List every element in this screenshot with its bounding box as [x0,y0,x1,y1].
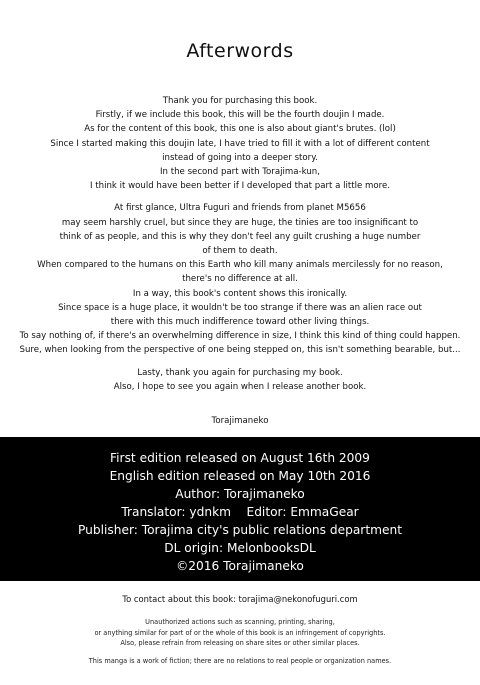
body-line: think of as people, and this is why they don't feel any guilt crushing a huge number [59,231,421,242]
page-title: Afterwords [186,40,294,62]
body-line: Lasty, thank you again for purchasing my book. [137,367,343,378]
body-line: instead of going into a deeper story. [162,152,318,163]
body-line: Also, I hope to see you again when I release another book. [113,381,367,392]
credit-first-edition: First edition released on August 16th 2009 [110,451,370,465]
body-line: In the second part with Torajima-kun, [160,167,320,178]
body-line: When compared to the humans on this Earth who kill many animals mercilessly for no reason, [37,260,443,271]
legal-line: Also, please refrain from releasing on share sites or other similar places. [120,639,360,647]
credit-copyright: ©2016 Torajimaneko [176,559,304,573]
body-line: there with this much indifference toward other living things. [110,317,370,328]
afterword-body [0,94,480,402]
paragraph-story [0,201,480,357]
body-line: Thank you for purchasing this book. [162,96,318,106]
body-line: To say nothing of, if there's an overwhelming difference in size, I think this kind of thing could happen. [19,331,461,342]
paragraph-thanks [0,94,480,193]
paragraph-closing [0,366,480,394]
legal-line: Unauthorized actions such as scanning, printing, sharing, [145,618,335,626]
body-line: Firstly, if we include this book, this will be the fourth doujin I made. [95,110,385,121]
body-line: As for the content of this book, this one is also about giant's brutes. (lol) [84,124,396,135]
credit-english-edition: English edition released on May 10th 2016 [109,469,371,483]
body-line: At first glance, Ultra Fuguri and friends from planet M5656 [114,203,366,214]
credit-translator-editor: Translator: ydnkm Editor: EmmaGear [121,505,359,519]
body-line: Sure, when looking from the perspective of one being stepped on, this isn't something bearable, but... [19,345,461,356]
body-line: Since space is a huge place, it wouldn't be too strange if there was an alien race out [58,302,422,313]
author-signature: Torajimaneko [211,416,269,426]
legal-line: or anything similar for part of or the whole of this book is an infringement of copyrights. [94,628,386,637]
credit-dl-origin: DL origin: MelonbooksDL [164,541,316,555]
credits-list [0,449,480,575]
credits-band [0,437,480,581]
body-line: of them to death. [202,246,278,257]
credit-publisher: Publisher: Torajima city's public relations department [78,523,402,537]
fiction-notice: This manga is a work of fiction; there are no relations to real people or organization names. [88,657,392,665]
legal-notice [0,617,480,649]
credit-author: Author: Torajimaneko [175,487,305,501]
body-line: Since I started making this doujin late, I have tried to fill it with a lot of different content [50,138,430,149]
body-line: may seem harshly cruel, but since they are huge, the tinies are too insignificant to [61,217,419,228]
body-line: In a way, this book's content shows this ironically. [132,288,348,299]
body-line: I think it would have been better if I developed that part a little more. [89,181,391,192]
contact-line: To contact about this book: torajima@nekonofuguri.com [122,594,358,604]
body-line: there's no difference at all. [182,274,298,285]
